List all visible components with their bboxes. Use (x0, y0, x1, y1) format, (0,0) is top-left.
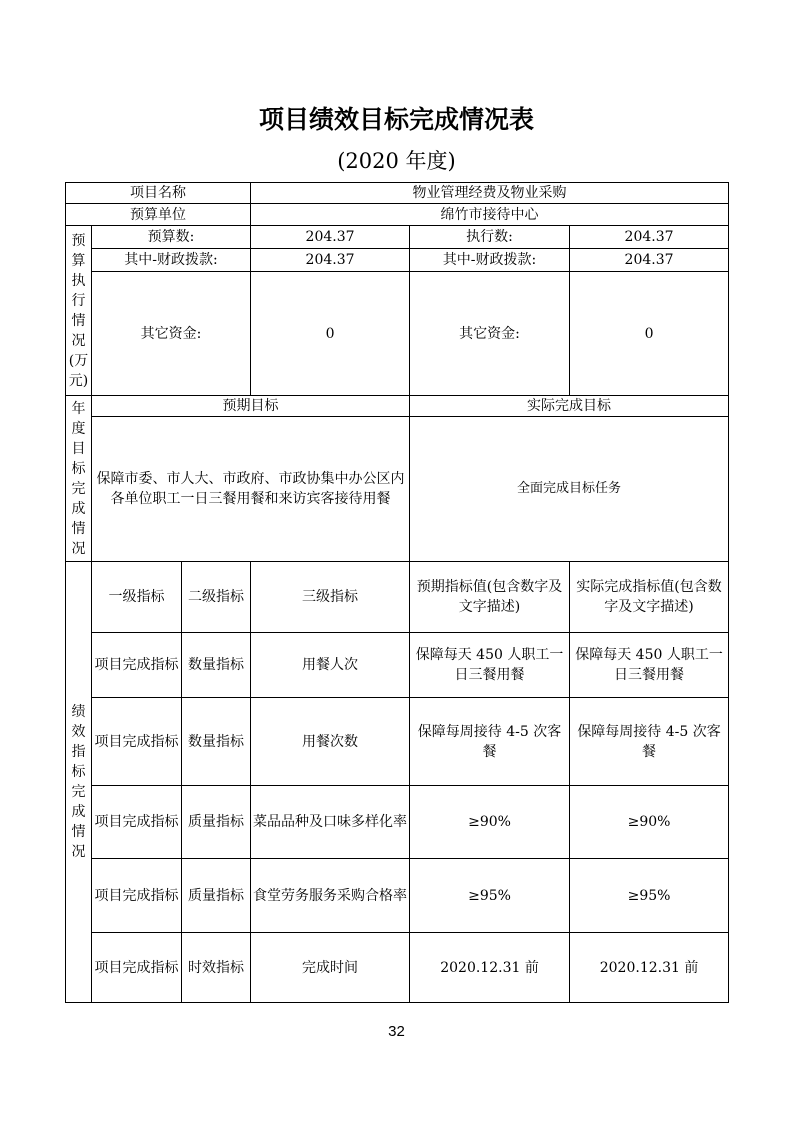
indicator-level2: 时效指标 (182, 933, 251, 1003)
indicator-expected: ≥95% (410, 859, 570, 933)
project-name-label: 项目名称 (66, 183, 251, 204)
indicator-level1: 项目完成指标 (92, 698, 182, 786)
indicator-actual: ≥95% (570, 859, 729, 933)
project-name-value: 物业管理经费及物业采购 (251, 183, 729, 204)
indicator-level3: 菜品品种及口味多样化率 (251, 786, 410, 859)
performance-table (65, 182, 729, 1003)
indicator-level2: 数量指标 (182, 633, 251, 698)
page-number: 32 (388, 1023, 405, 1040)
table-row (66, 226, 729, 249)
header-expected: 预期指标值(包含数字及文字描述) (410, 562, 570, 633)
table-row (66, 183, 729, 204)
page-subtitle: (2020 年度) (337, 149, 456, 173)
fiscal-budget-value: 204.37 (251, 249, 410, 272)
header-level2: 二级指标 (182, 562, 251, 633)
header-actual: 实际完成指标值(包含数字及文字描述) (570, 562, 729, 633)
table-row (66, 698, 729, 786)
indicator-actual: ≥90% (570, 786, 729, 859)
table-row (66, 562, 729, 633)
table-row (66, 272, 729, 396)
expected-goal-text: 保障市委、市人大、市政府、市政协集中办公区内各单位职工一日三餐用餐和来访宾客接待用餐 (92, 417, 410, 562)
expected-goal-label: 预期目标 (92, 396, 410, 417)
table-row (66, 859, 729, 933)
table-row (66, 396, 729, 417)
annual-goal-label: 年度目标完成情况 (66, 396, 92, 562)
table-row (66, 204, 729, 226)
header-level1: 一级指标 (92, 562, 182, 633)
other-budget-value: 0 (251, 272, 410, 396)
indicator-level2: 质量指标 (182, 859, 251, 933)
table-row (66, 249, 729, 272)
other-label-2: 其它资金: (410, 272, 570, 396)
indicator-level3: 完成时间 (251, 933, 410, 1003)
header-level3: 三级指标 (251, 562, 410, 633)
other-exec-value: 0 (570, 272, 729, 396)
indicator-level1: 项目完成指标 (92, 786, 182, 859)
exec-value: 204.37 (570, 226, 729, 249)
indicator-level3: 用餐人次 (251, 633, 410, 698)
fiscal-label-2: 其中-财政拨款: (410, 249, 570, 272)
indicator-actual: 保障每周接待 4-5 次客餐 (570, 698, 729, 786)
other-label: 其它资金: (92, 272, 251, 396)
indicator-level1: 项目完成指标 (92, 859, 182, 933)
indicator-expected: 保障每天 450 人职工一日三餐用餐 (410, 633, 570, 698)
table-row (66, 633, 729, 698)
fiscal-exec-value: 204.37 (570, 249, 729, 272)
indicator-expected: 2020.12.31 前 (410, 933, 570, 1003)
indicator-expected: ≥90% (410, 786, 570, 859)
page-title: 项目绩效目标完成情况表 (258, 105, 534, 134)
actual-goal-text: 全面完成目标任务 (410, 417, 729, 562)
fiscal-label: 其中-财政拨款: (92, 249, 251, 272)
budget-exec-label: 预算执行情况(万元) (66, 226, 92, 396)
budget-label: 预算数: (92, 226, 251, 249)
table-row (66, 933, 729, 1003)
indicator-actual: 保障每天 450 人职工一日三餐用餐 (570, 633, 729, 698)
indicator-expected: 保障每周接待 4-5 次客餐 (410, 698, 570, 786)
indicator-level2: 数量指标 (182, 698, 251, 786)
indicator-actual: 2020.12.31 前 (570, 933, 729, 1003)
indicator-level1: 项目完成指标 (92, 933, 182, 1003)
indicator-level3: 用餐次数 (251, 698, 410, 786)
perf-label: 绩效指标完成情况 (66, 562, 92, 1003)
indicator-level1: 项目完成指标 (92, 633, 182, 698)
table-row (66, 417, 729, 562)
budget-unit-value: 绵竹市接待中心 (251, 204, 729, 226)
indicator-level2: 质量指标 (182, 786, 251, 859)
table-row (66, 786, 729, 859)
actual-goal-label: 实际完成目标 (410, 396, 729, 417)
indicator-level3: 食堂劳务服务采购合格率 (251, 859, 410, 933)
budget-value: 204.37 (251, 226, 410, 249)
exec-label: 执行数: (410, 226, 570, 249)
budget-unit-label: 预算单位 (66, 204, 251, 226)
